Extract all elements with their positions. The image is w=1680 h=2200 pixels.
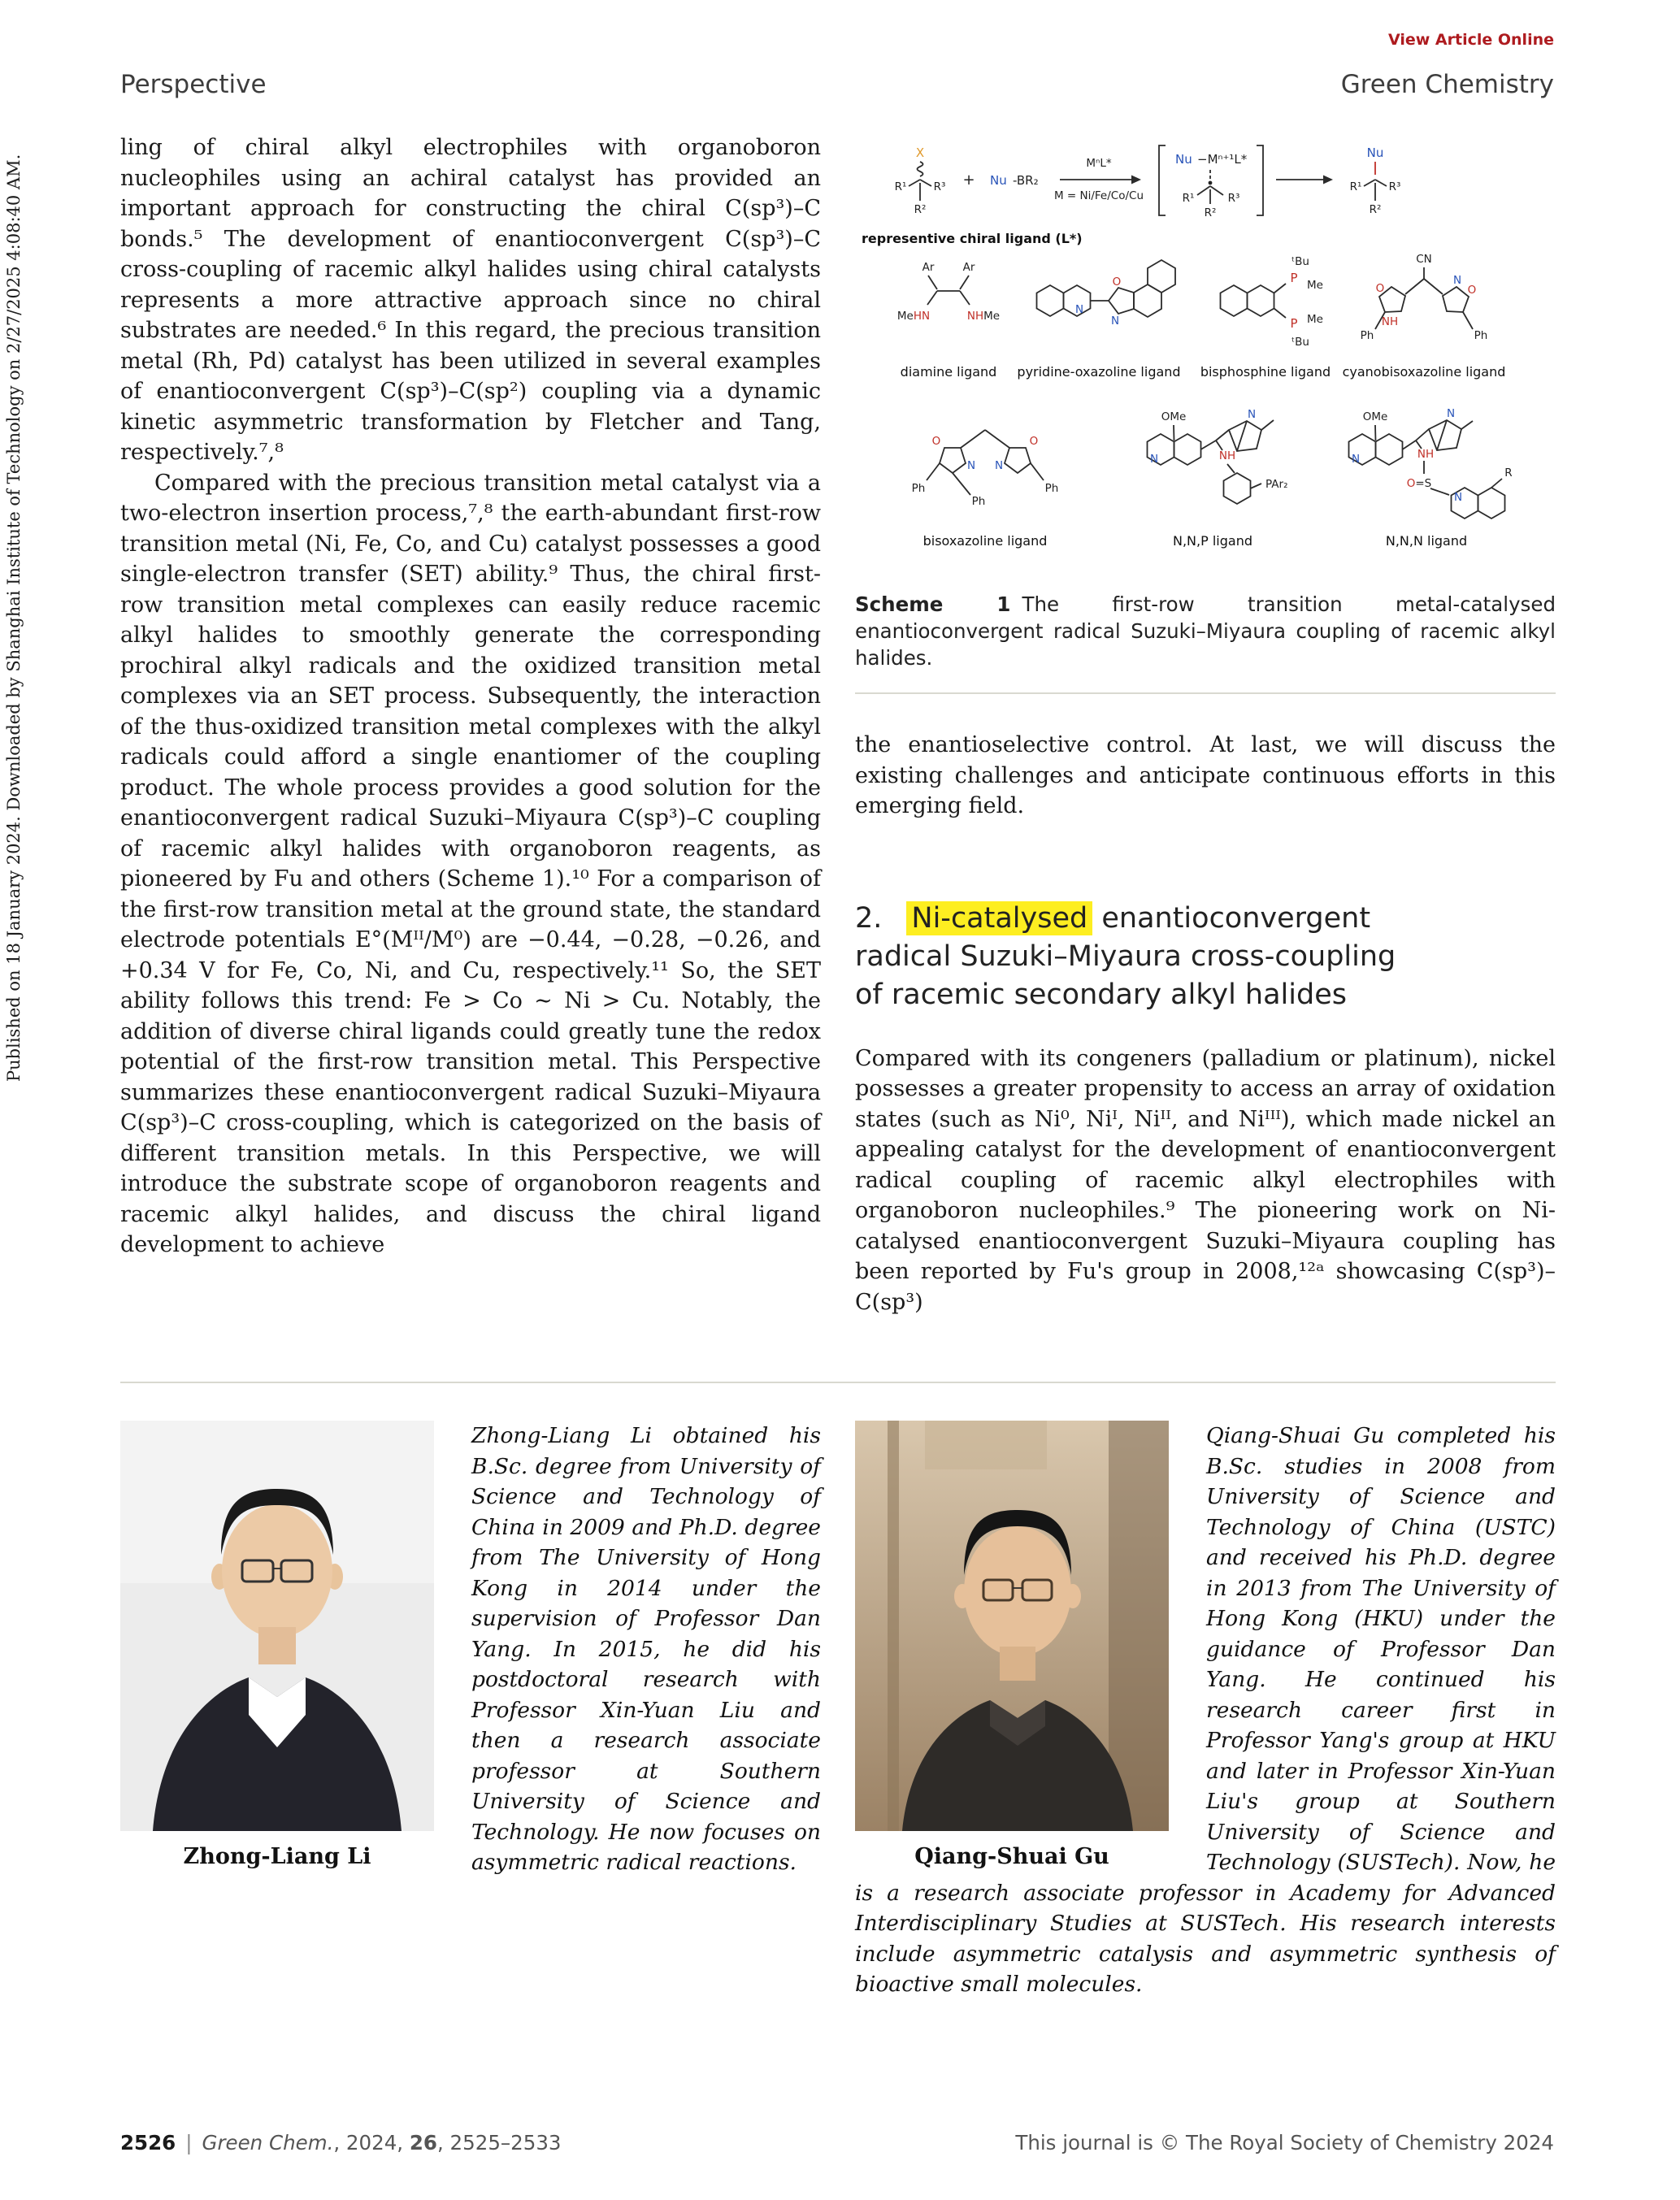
svg-text:OMe: OMe — [1362, 410, 1388, 423]
left-column — [120, 132, 821, 1317]
scheme-1-graphic — [855, 132, 1556, 578]
svg-text:Ph: Ph — [971, 495, 986, 508]
svg-text:R³: R³ — [933, 180, 946, 193]
page-footer — [120, 2131, 1554, 2154]
main-columns — [120, 132, 1556, 1317]
svg-text:Ph: Ph — [1044, 482, 1059, 495]
svg-text:N: N — [1453, 491, 1463, 504]
svg-text:O=S: O=S — [1406, 477, 1432, 490]
svg-text:N: N — [1247, 408, 1257, 421]
svg-text:ᵗBu: ᵗBu — [1291, 255, 1309, 268]
scheme-1-caption — [855, 591, 1556, 671]
svg-text:NH: NH — [1218, 449, 1236, 462]
svg-text:MeHN: MeHN — [896, 310, 931, 323]
svg-text:P: P — [1290, 316, 1298, 331]
svg-text:−Mⁿ⁺¹L*: −Mⁿ⁺¹L* — [1197, 152, 1248, 167]
svg-text:ᵗBu: ᵗBu — [1291, 336, 1309, 349]
author-name-zhong-liang-li: Zhong-Liang Li — [183, 1844, 371, 1869]
boron-reagent — [990, 173, 1039, 188]
svg-text:N: N — [1074, 303, 1084, 316]
svg-text:O: O — [1375, 282, 1385, 295]
scheme-1-figure — [855, 132, 1556, 578]
right-column — [855, 132, 1556, 1317]
ligand-name-nnn: N,N,N ligand — [1385, 533, 1468, 549]
substrate-structure — [895, 145, 946, 216]
body-paragraph-3: the enantioselective control. At last, we will discuss the existing challenges and anticipate continuous efforts in this emerging field. — [855, 732, 1556, 818]
svg-text:R²: R² — [1204, 206, 1217, 219]
plus-sign: + — [962, 171, 975, 189]
svg-text:PAr₂: PAr₂ — [1265, 478, 1288, 491]
author-biographies-section — [120, 1382, 1556, 2000]
svg-text:R³: R³ — [1227, 192, 1240, 205]
svg-text:O: O — [931, 435, 941, 448]
ligand-pyridine-oxazoline — [1017, 260, 1180, 380]
svg-text:Nu: Nu — [1366, 145, 1384, 160]
svg-text:Ph: Ph — [1360, 329, 1374, 342]
author-bio-zhong-liang-li: Zhong-Liang Li obtained his B.Sc. degree from University of Science and Technology of China in 2009 and Ph.D. degree from The University of Hong Kong in 2014 under the supervision of Professor Dan Yang. In 2015, he did his postdoctoral research with Professor Xin-Yuan Liu and then a research associate professor at Southern University of Science and Technology. He now focuses on asymmetric radical reactions. — [471, 1423, 821, 1875]
ligand-name-bisoxazoline: bisoxazoline ligand — [922, 533, 1048, 549]
svg-text:R²: R² — [1369, 203, 1382, 216]
ligand-cyanobisoxazoline — [1343, 253, 1506, 380]
svg-text:M = Ni/Fe/Co/Cu: M = Ni/Fe/Co/Cu — [1053, 189, 1144, 202]
svg-text:Ph: Ph — [911, 482, 926, 495]
svg-text:O: O — [1467, 284, 1477, 297]
svg-text:R²: R² — [914, 203, 927, 216]
svg-text:R¹: R¹ — [1182, 192, 1195, 205]
radical-intermediate — [1159, 145, 1263, 219]
svg-text:N: N — [1149, 453, 1159, 466]
svg-text:CN: CN — [1416, 253, 1432, 266]
svg-text:N: N — [1452, 274, 1462, 287]
ligand-name-bisphosphine: bisphosphine ligand — [1200, 364, 1331, 380]
author-bio-qiang-shuai-gu: Qiang-Shuai Gu completed his B.Sc. studies in 2008 from University of Science and Technology of China (USTC) and received his Ph.D. degree in 2013 from The University of Hong Kong (HKU) under the guidance of Professor Dan Yang. He continued his research career first in Professor Yang's group at HKU and later in Professor Xin-Yuan Liu's group at Southern University of Science and Technology (SUSTech). Now, he is a research associate professor in Academy for Advanced Interdisciplinary Studies at SUSTech. His research interests include asymmetric catalysis and asymmetric synthesis of bioactive small molecules. — [855, 1423, 1556, 1997]
svg-text:P: P — [1290, 271, 1298, 285]
svg-text:O: O — [1029, 435, 1039, 448]
svg-text:Me: Me — [1307, 313, 1323, 326]
author-photo-zhong-liang-li — [120, 1421, 434, 1831]
svg-text:N: N — [966, 459, 976, 472]
scheme-caption-text: The first-row transition metal-catalysed enantioconvergent radical Suzuki–Miyaura coupling of racemic alkyl halides. — [855, 592, 1556, 670]
svg-text:NH: NH — [1381, 315, 1399, 328]
section-2-heading: 2. Ni-catalysed enantioconvergent radical Suzuki–Miyaura cross-coupling of racemic secondary alkyl halides — [855, 901, 1396, 1011]
representative-ligand-label: representive chiral ligand (L*) — [862, 231, 1083, 246]
journal-name-label: Green Chemistry — [1340, 70, 1554, 99]
author-name-qiang-shuai-gu: Qiang-Shuai Gu — [914, 1844, 1109, 1869]
svg-text:-BR₂: -BR₂ — [1013, 173, 1039, 188]
svg-text:MⁿL*: MⁿL* — [1086, 157, 1112, 170]
author-block-qiang-shuai-gu — [855, 1421, 1556, 2000]
svg-text:NHMe: NHMe — [966, 310, 1001, 323]
ligand-name-diamine: diamine ligand — [900, 364, 997, 380]
body-paragraph-4: Compared with its congeners (palladium or platinum), nickel possesses a greater propensity to access an array of oxidation states (such as Ni⁰, Niᴵ, Niᴵᴵ, and Niᴵᴵᴵ), which made nickel an appealing catalyst for the development of enantioconvergent radical coupling of racemic alkyl electrophiles with organoboron nucleophiles.⁹ The pioneering work on Ni-catalysed enantioconvergent Suzuki–Miyaura coupling has been reported by Fu's group in 2008,¹²ᵃ showcasing C(sp³)–C(sp³) — [855, 1045, 1556, 1315]
body-paragraph-2: Compared with the precious transition metal catalyst via a two-electron insertion process,⁷,⁸ the earth-abundant first-row transition metal (Ni, Fe, Co, and Cu) catalyst possesses a good single-electron transfer (SET) ability.⁹ Thus, the chiral first-row transition metal complexes can easily reduce racemic alkyl halides to smoothly generate the corresponding prochiral alkyl radicals and the oxidized transition metal complexes via an SET process. Subsequently, the interaction of the thus-oxidized transition metal complexes with the alkyl radicals could afford a single enantiomer of the coupling product. The whole process provides a good solution for the enantioconvergent radical Suzuki–Miyaura C(sp³)–C coupling of racemic alkyl halides with organoboron reagents, as pioneered by Fu and others (Scheme 1).¹⁰ For a comparison of the first-row transition metal at the ground state, the standard electrode potentials E°(Mᴵᴵ/M⁰) are −0.44, −0.28, −0.26, and +0.34 V for Fe, Co, Ni, and Cu, respectively.¹¹ So, the SET ability follows this trend: Fe > Co ∼ Ni > Cu. Notably, the addition of diverse chiral ligands could greatly tune the redox potential of the first-row transition metal. This Perspective summarizes these enantioconvergent radical Suzuki–Miyaura C(sp³)–C cross-coupling, which is categorized on the basis of different transition metals. In this Perspective, we will introduce the substrate scope of organoboron reagents and racemic alkyl halides, and discuss the chiral ligand development to achieve — [120, 470, 821, 1257]
svg-text:OMe: OMe — [1161, 410, 1187, 423]
author-photo-qiang-shuai-gu — [855, 1421, 1169, 1831]
svg-text:N: N — [1110, 315, 1120, 328]
ligand-nnn — [1349, 407, 1513, 549]
scheme-caption-label: Scheme 1 — [855, 592, 1011, 616]
divider — [120, 1382, 1556, 1383]
svg-text:R: R — [1504, 466, 1513, 479]
highlighted-term: Ni-catalysed — [906, 901, 1092, 935]
ligand-bisoxazoline — [912, 430, 1059, 549]
body-paragraph-1: ling of chiral alkyl electrophiles with organoboron nucleophiles using an achiral catalyst has provided an important approach for constructing the chiral C(sp³)–C bonds.⁵ The development of enantioconvergent C(sp³)–C cross-coupling of racemic alkyl halides using chiral catalysts represents a more attractive approach since no chiral substrates are needed.⁶ In this regard, the precious transition metal (Rh, Pd) catalyst has been utilized in several examples of enantioconvergent C(sp³)–C(sp²) coupling via a dynamic kinetic asymmetric transformation by Fletcher and Tang, respectively.⁷,⁸ — [120, 135, 821, 465]
article-type-label: Perspective — [120, 70, 267, 99]
divider — [855, 692, 1556, 694]
page-header — [120, 70, 1554, 99]
ligand-bisphosphine — [1200, 255, 1331, 380]
svg-text:O: O — [1112, 276, 1122, 289]
reaction-arrow-1 — [1054, 157, 1144, 202]
svg-text:N: N — [1446, 407, 1456, 420]
svg-text:Ar: Ar — [922, 261, 935, 274]
svg-text:N: N — [1351, 453, 1361, 466]
view-article-online-link[interactable]: View Article Online — [1388, 31, 1554, 49]
ligand-name-cyanobisoxazoline: cyanobisoxazoline ligand — [1342, 364, 1506, 380]
svg-text:R³: R³ — [1388, 180, 1401, 193]
ligand-name-nnp: N,N,P ligand — [1173, 533, 1252, 549]
reaction-equation — [895, 145, 1401, 219]
svg-text:Nu: Nu — [1175, 152, 1192, 167]
section-number: 2. — [855, 901, 883, 935]
atom-label-x: X — [915, 145, 925, 160]
ligand-diamine — [897, 261, 1000, 380]
footer-copyright: This journal is © The Royal Society of Chemistry 2024 — [1015, 2131, 1554, 2154]
product-structure — [1350, 145, 1401, 216]
svg-text:R¹: R¹ — [894, 180, 907, 193]
svg-text:R¹: R¹ — [1349, 180, 1362, 193]
footer-citation: 2526 | Green Chem., 2024, 26, 2525–2533 — [120, 2131, 562, 2154]
ligand-nnp — [1148, 408, 1288, 549]
svg-text:Me: Me — [1307, 279, 1323, 292]
svg-text:Ar: Ar — [962, 261, 975, 274]
publication-sidebar-note: Published on 18 January 2024. Downloaded by Shanghai Institute of Technology on 2/27/2025 4:08:40 AM. — [4, 154, 24, 1082]
svg-text:NH: NH — [1417, 448, 1435, 461]
author-block-zhong-liang-li — [120, 1421, 821, 2000]
reaction-arrow-2 — [1276, 176, 1333, 184]
svg-text:Nu: Nu — [990, 173, 1007, 188]
svg-text:Ph: Ph — [1474, 329, 1488, 342]
page-number: 2526 — [120, 2131, 176, 2154]
ligand-name-pyridine-oxazoline: pyridine-oxazoline ligand — [1017, 364, 1181, 380]
svg-text:N: N — [994, 459, 1004, 472]
